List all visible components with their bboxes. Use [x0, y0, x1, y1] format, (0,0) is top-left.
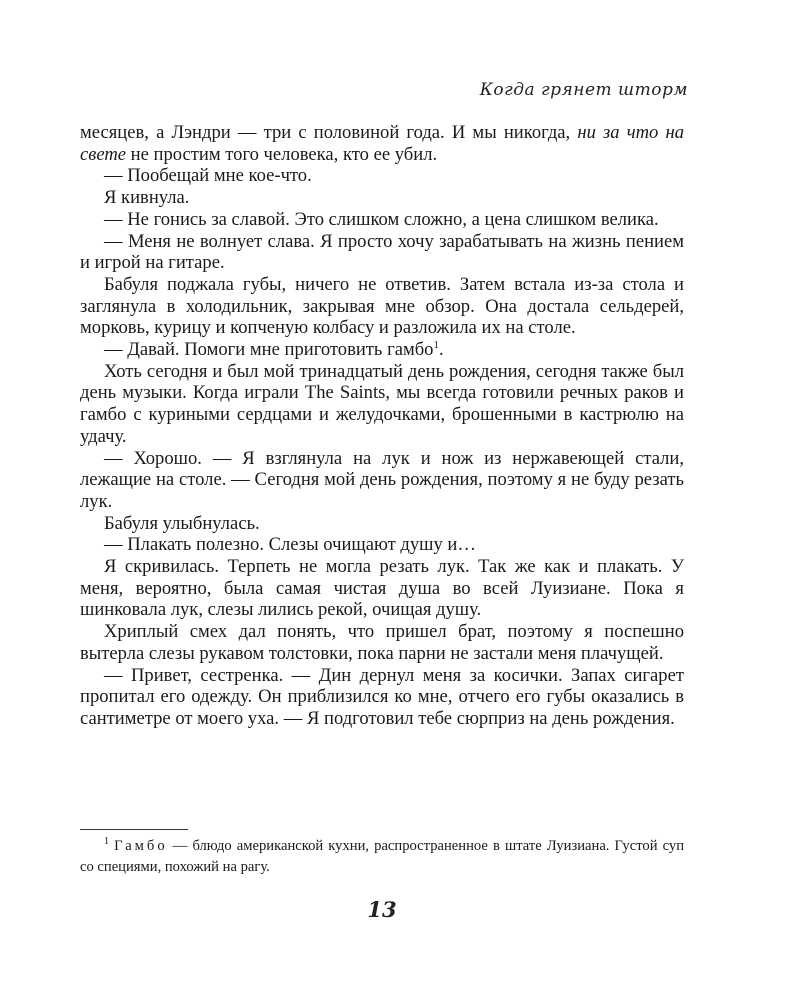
- running-title: Когда грянет шторм: [479, 80, 688, 100]
- paragraph: Бабуля поджала губы, ничего не ответив. Затем встала из-за стола и заглянула в холодильник, закрывая мне обзор. Она достала сельдерей, морковь, курицу и копченую колбасу и разложила их на столе.: [80, 273, 684, 339]
- paragraph: — Меня не волнует слава. Я просто хочу зарабатывать на жизнь пением и игрой на гитаре.: [80, 230, 684, 274]
- footnote-reference[interactable]: 1: [433, 338, 439, 351]
- paragraph: Я кивнула.: [104, 187, 190, 209]
- body-text: [80, 122, 684, 730]
- paragraph: — Привет, сестренка. — Дин дернул меня за косички. Запах сигарет пропитал его одежду. Он приблизился ко мне, отчего его губы оказались в сантиметре от моего уха. — Я подготовил тебе сюрприз на день рождения.: [80, 664, 684, 729]
- paragraph: Хоть сегодня и был мой тринадцатый день рождения, сегодня также был день музыки. Когда играли The Saints, мы всегда готовили речных раков и гамбо с куриными сердцами и желудочками, брошенными в кастрюлю на удачу.: [80, 360, 684, 447]
- page-number: 13: [367, 897, 397, 922]
- footnote-marker: 1: [104, 836, 109, 848]
- paragraph: — Хорошо. — Я взглянула на лук и нож из нержавеющей стали, лежащие на столе. — Сегодня мой день рождения, поэтому я не буду резать лук.: [80, 447, 684, 512]
- paragraph-text: не простим того человека, кто ее убил.: [130, 143, 438, 165]
- footnote-term: Гамбо: [114, 838, 168, 854]
- emphasis-text: ни за что на свете: [80, 122, 684, 165]
- paragraph: Хриплый смех дал понять, что пришел брат, поэтому я поспешно вытерла слезы рукавом толстовки, пока парни не застали меня плачущей.: [80, 621, 684, 664]
- paragraph: [80, 122, 684, 165]
- paragraph: Я скривилась. Терпеть не могла резать лук. Так же как и плакать. У меня, вероятно, была самая чистая душа во всей Луизиане. Пока я шинковала лук, слезы лились рекой, очищая душу.: [80, 556, 684, 621]
- footnote: [80, 836, 684, 878]
- paragraph-text: месяцев, а Лэндри — три с половиной года. И мы никогда,: [80, 122, 571, 143]
- paragraph: — Пообещай мне кое-что.: [104, 165, 312, 187]
- footnote-divider: [80, 829, 188, 830]
- paragraph-text: — Давай. Помоги мне приготовить гамбо: [104, 339, 434, 361]
- paragraph: [80, 339, 684, 361]
- paragraph-text: .: [438, 339, 444, 361]
- paragraph: — Не гонись за славой. Это слишком сложно, а цена слишком велика.: [104, 208, 659, 230]
- footnote-text: — блюдо американской кухни, распространенное в штате Луизиана. Густой суп со специями, похожий на рагу.: [80, 838, 685, 875]
- paragraph: Бабуля улыбнулась.: [104, 512, 260, 534]
- paragraph: — Плакать полезно. Слезы очищают душу и…: [104, 534, 476, 556]
